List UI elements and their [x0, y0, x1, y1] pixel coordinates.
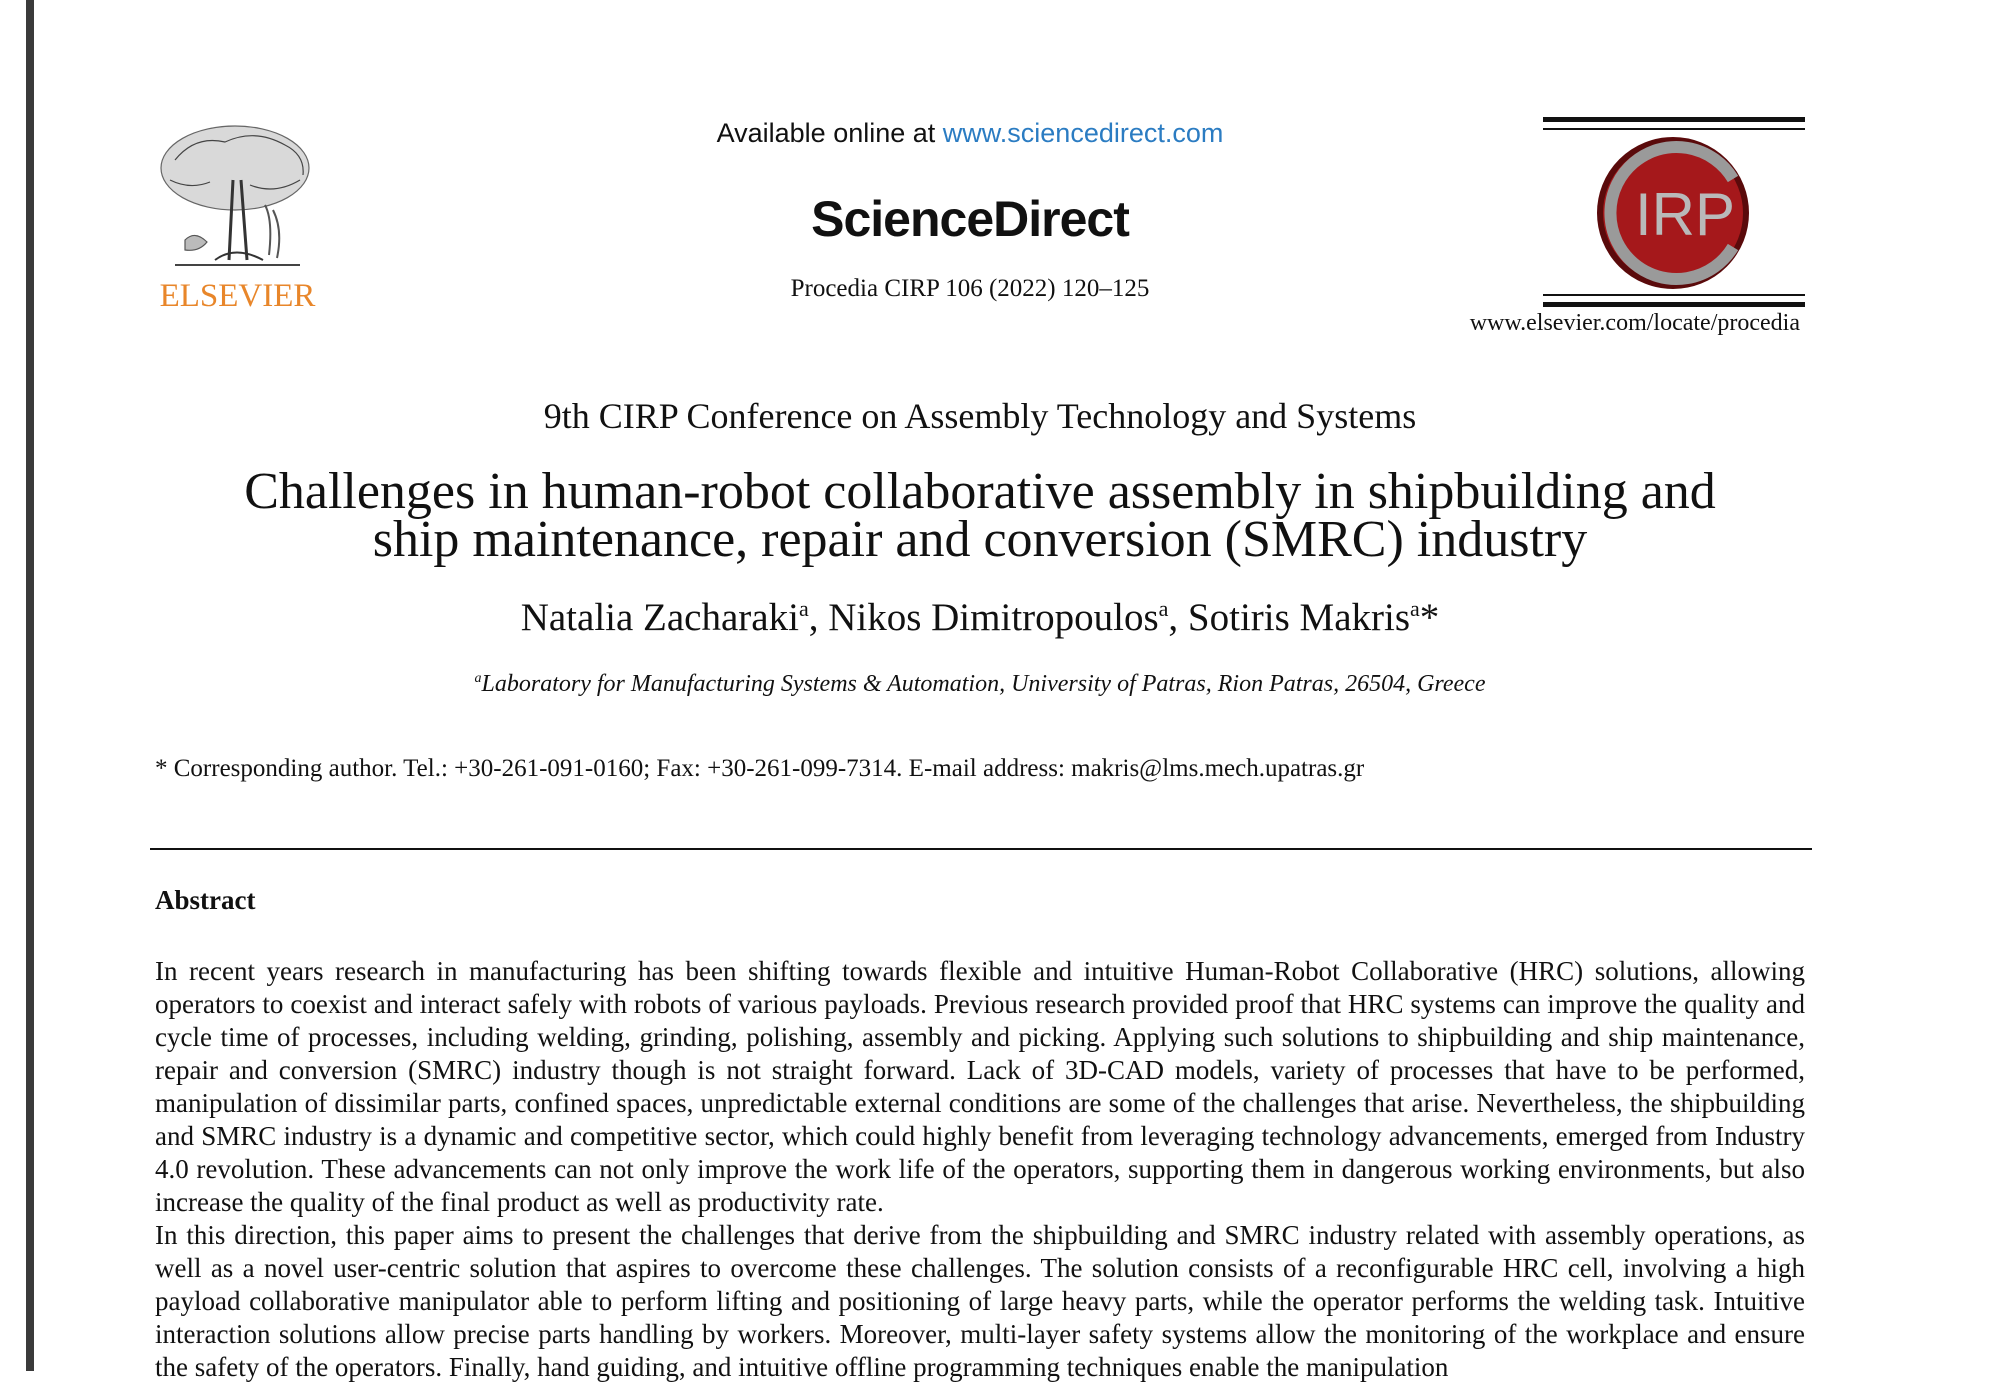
affiliation-mark: a	[474, 671, 482, 686]
viewer-left-border	[26, 0, 34, 1371]
conference-name: 9th CIRP Conference on Assembly Technology and Systems	[543, 396, 1417, 436]
abstract-heading: Abstract	[155, 885, 256, 915]
availability-prefix: Available online at	[716, 118, 943, 148]
sciencedirect-link[interactable]: www.sciencedirect.com	[942, 118, 1224, 148]
cirp-logo	[1543, 117, 1805, 309]
author-name: Nikos Dimitropoulos	[828, 596, 1159, 639]
paper-title-line-1: Challenges in human-robot collaborative assembly in shipbuilding and	[244, 463, 1716, 520]
availability-line	[560, 118, 1380, 149]
author-separator: ,	[808, 596, 829, 639]
author-affiliation-mark: a	[1410, 596, 1420, 621]
author-affiliation-mark: a	[1158, 596, 1169, 621]
author-separator: ,	[1168, 596, 1188, 639]
affiliation	[150, 671, 1810, 698]
cirp-logo-text: IRP	[1634, 181, 1736, 248]
elsevier-tree-logo	[155, 120, 315, 280]
journal-url[interactable]: www.elsevier.com/locate/procedia	[1469, 310, 1800, 336]
elsevier-wordmark: ELSEVIER	[159, 278, 316, 314]
author-name: Sotiris Makris	[1187, 596, 1411, 639]
affiliation-text: Laboratory for Manufacturing Systems & Automation, University of Patras, Rion Patras, 26504, Greece	[481, 671, 1486, 697]
journal-reference: Procedia CIRP 106 (2022) 120–125	[790, 275, 1150, 302]
paper-title	[150, 463, 1810, 568]
corresponding-author-note: * Corresponding author. Tel.: +30-261-091-0160; Fax: +30-261-099-7314. E-mail address: makris@lms.mech.upatras.gr	[155, 755, 1365, 782]
abstract-paragraph: In this direction, this paper aims to present the challenges that derive from the shipbuilding and SMRC industry related with assembly operations, as well as a novel user-centric solution that aspires to overcome these challenges. The solution consists of a reconfigurable HRC cell, involving a high payload collaborative manipulator able to perform lifting and positioning of large heavy parts, while the operator performs the welding task. Intuitive interaction solutions allow precise parts handling by workers. Moreover, multi-layer safety systems allow the monitoring of the workplace and ensure the safety of the operators. Finally, hand guiding, and intuitive offline programming techniques enable the manipulation	[155, 1220, 1805, 1382]
author-affiliation-mark: a	[798, 596, 809, 621]
section-divider	[150, 848, 1812, 850]
author-name: Natalia Zacharaki	[520, 596, 799, 639]
paper-title-line-2: ship maintenance, repair and conversion (SMRC) industry	[372, 511, 1588, 568]
author-list	[150, 595, 1810, 640]
sciencedirect-title: ScienceDirect	[811, 191, 1129, 247]
abstract-body	[155, 955, 1805, 1384]
corresponding-author-mark: *	[1419, 596, 1440, 639]
abstract-paragraph: In recent years research in manufacturing has been shifting towards flexible and intuitive Human-Robot Collaborative (HRC) solutions, allowing operators to coexist and interact safely with robots of various payloads. Previous research provided proof that HRC systems can improve the quality and cycle time of processes, including welding, grinding, polishing, assembly and picking. Applying such solutions to shipbuilding and ship maintenance, repair and conversion (SMRC) industry though is not straight forward. Lack of 3D-CAD models, variety of processes that have to be performed, manipulation of dissimilar parts, confined spaces, unpredictable external conditions are some of the challenges that arise. Nevertheless, the shipbuilding and SMRC industry is a dynamic and competitive sector, which could highly benefit from leveraging technology advancements, emerged from Industry 4.0 revolution. These advancements can not only improve the work life of the operators, supporting them in dangerous working environments, but also increase the quality of the final product as well as productivity rate.	[155, 956, 1805, 1217]
